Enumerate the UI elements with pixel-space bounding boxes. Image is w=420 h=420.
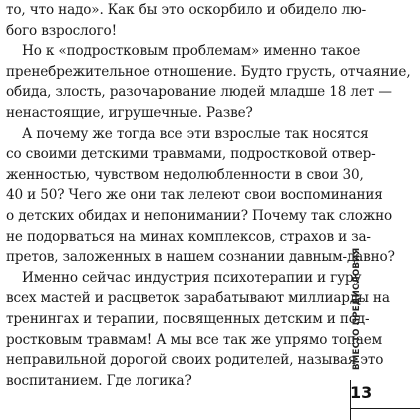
text-line: всех мастей и расцветок зарабатывают миллиарды на (6, 290, 390, 307)
text-line: пренебрежительное отношение. Будто грусть, отчаяние, (6, 63, 411, 80)
page-number: 13 (350, 383, 373, 402)
text-line: то, что надо». Как бы это оскорбило и обидело лю- (6, 2, 367, 18)
page-number-divider-horizontal (350, 408, 420, 409)
text-line: претов, заложенных в нашем сознании давным-давно? (6, 249, 395, 266)
text-line: женностью, чувством недолюбленности в свои 30, (6, 166, 364, 183)
text-line: не подорваться на минах комплексов, страхов и за- (6, 228, 371, 245)
text-line: бого взрослого! (6, 22, 117, 39)
running-head: ВМЕСТО ПРЕДИСЛОВИЯ (352, 247, 362, 370)
text-line: А почему же тогда все эти взрослые так носятся (22, 125, 369, 142)
text-line: 40 и 50? Чего же они так лелеют свои воспоминания (6, 187, 383, 204)
text-line: тренингах и терапии, посвященных детским и под- (6, 310, 370, 327)
text-line: ненастоящие, игрушечные. Разве? (6, 104, 253, 121)
text-line: обида, злость, разочарование людей младше 18 лет — (6, 84, 392, 101)
text-line: ростковым травмам! А мы все так же упрямо топаем (6, 331, 383, 348)
text-line: неправильной дорогой своих родителей, называя это (6, 352, 384, 369)
text-line: воспитанием. Где логика? (6, 372, 192, 389)
text-line: о детских обидах и непонимании? Почему так сложно (6, 207, 393, 224)
text-line: со своими детскими травмами, подростковой отвер- (6, 146, 376, 163)
paragraph-1 (6, 0, 367, 41)
text-line: Именно сейчас индустрия психотерапии и гуру (22, 269, 362, 286)
text-line: Но к «подростковым проблемам» именно такое (22, 43, 361, 60)
paragraph-2 (6, 41, 411, 123)
paragraph-3 (6, 124, 395, 268)
